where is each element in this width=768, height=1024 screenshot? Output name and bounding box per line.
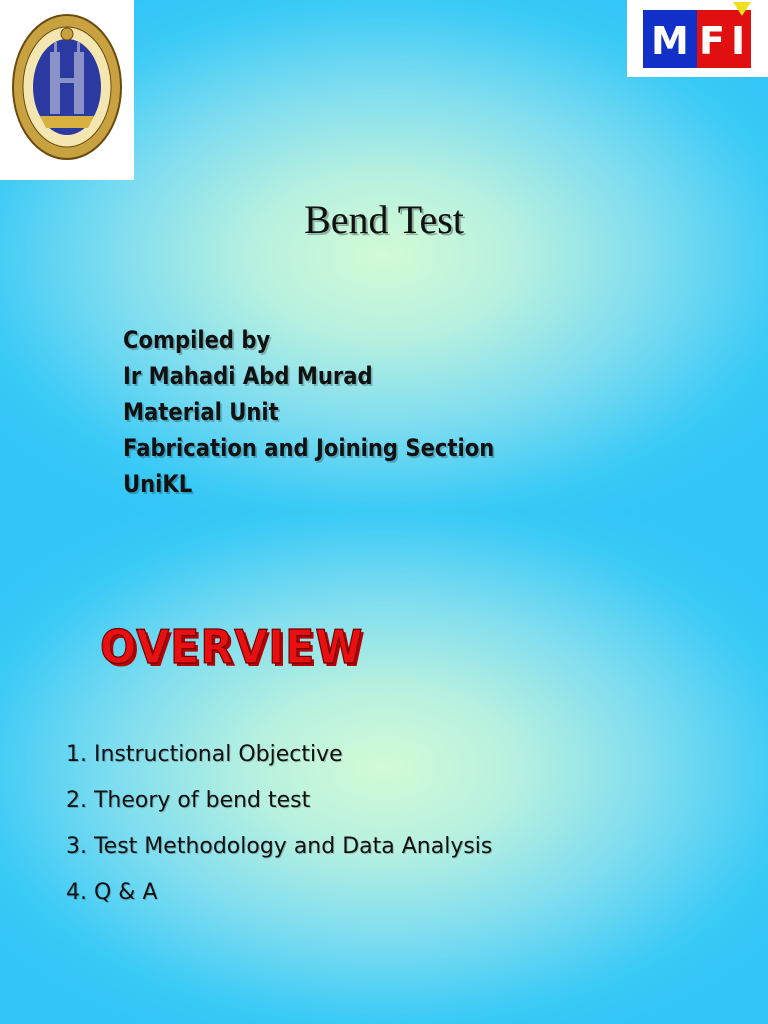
agenda-item: 4. Q & A	[66, 880, 158, 905]
credit-line: Material Unit	[123, 398, 279, 426]
agenda-item: 1. Instructional Objective	[66, 742, 343, 767]
credit-line: Ir Mahadi Abd Murad	[123, 362, 373, 390]
credit-line: Compiled by	[123, 326, 271, 354]
agenda-list	[66, 738, 492, 922]
mfi-logo-icon	[641, 2, 755, 74]
university-crest-icon	[10, 12, 124, 162]
credit-line: UniKL	[123, 470, 193, 498]
slide-title: Bend Test	[304, 197, 464, 242]
overview-heading: OVERVIEW	[100, 620, 364, 674]
overview-slide	[0, 512, 768, 1024]
mfi-logo	[627, 0, 768, 77]
credits-block	[123, 322, 494, 502]
credit-line: Fabrication and Joining Section	[123, 434, 495, 462]
mfi-logo-letter-i: I	[731, 19, 746, 63]
mfi-logo-letter-m: M	[651, 19, 689, 63]
mfi-logo-letter-f: F	[699, 19, 725, 63]
agenda-item: 3. Test Methodology and Data Analysis	[66, 834, 493, 859]
agenda-item: 2. Theory of bend test	[66, 788, 311, 813]
university-logo	[0, 0, 134, 180]
